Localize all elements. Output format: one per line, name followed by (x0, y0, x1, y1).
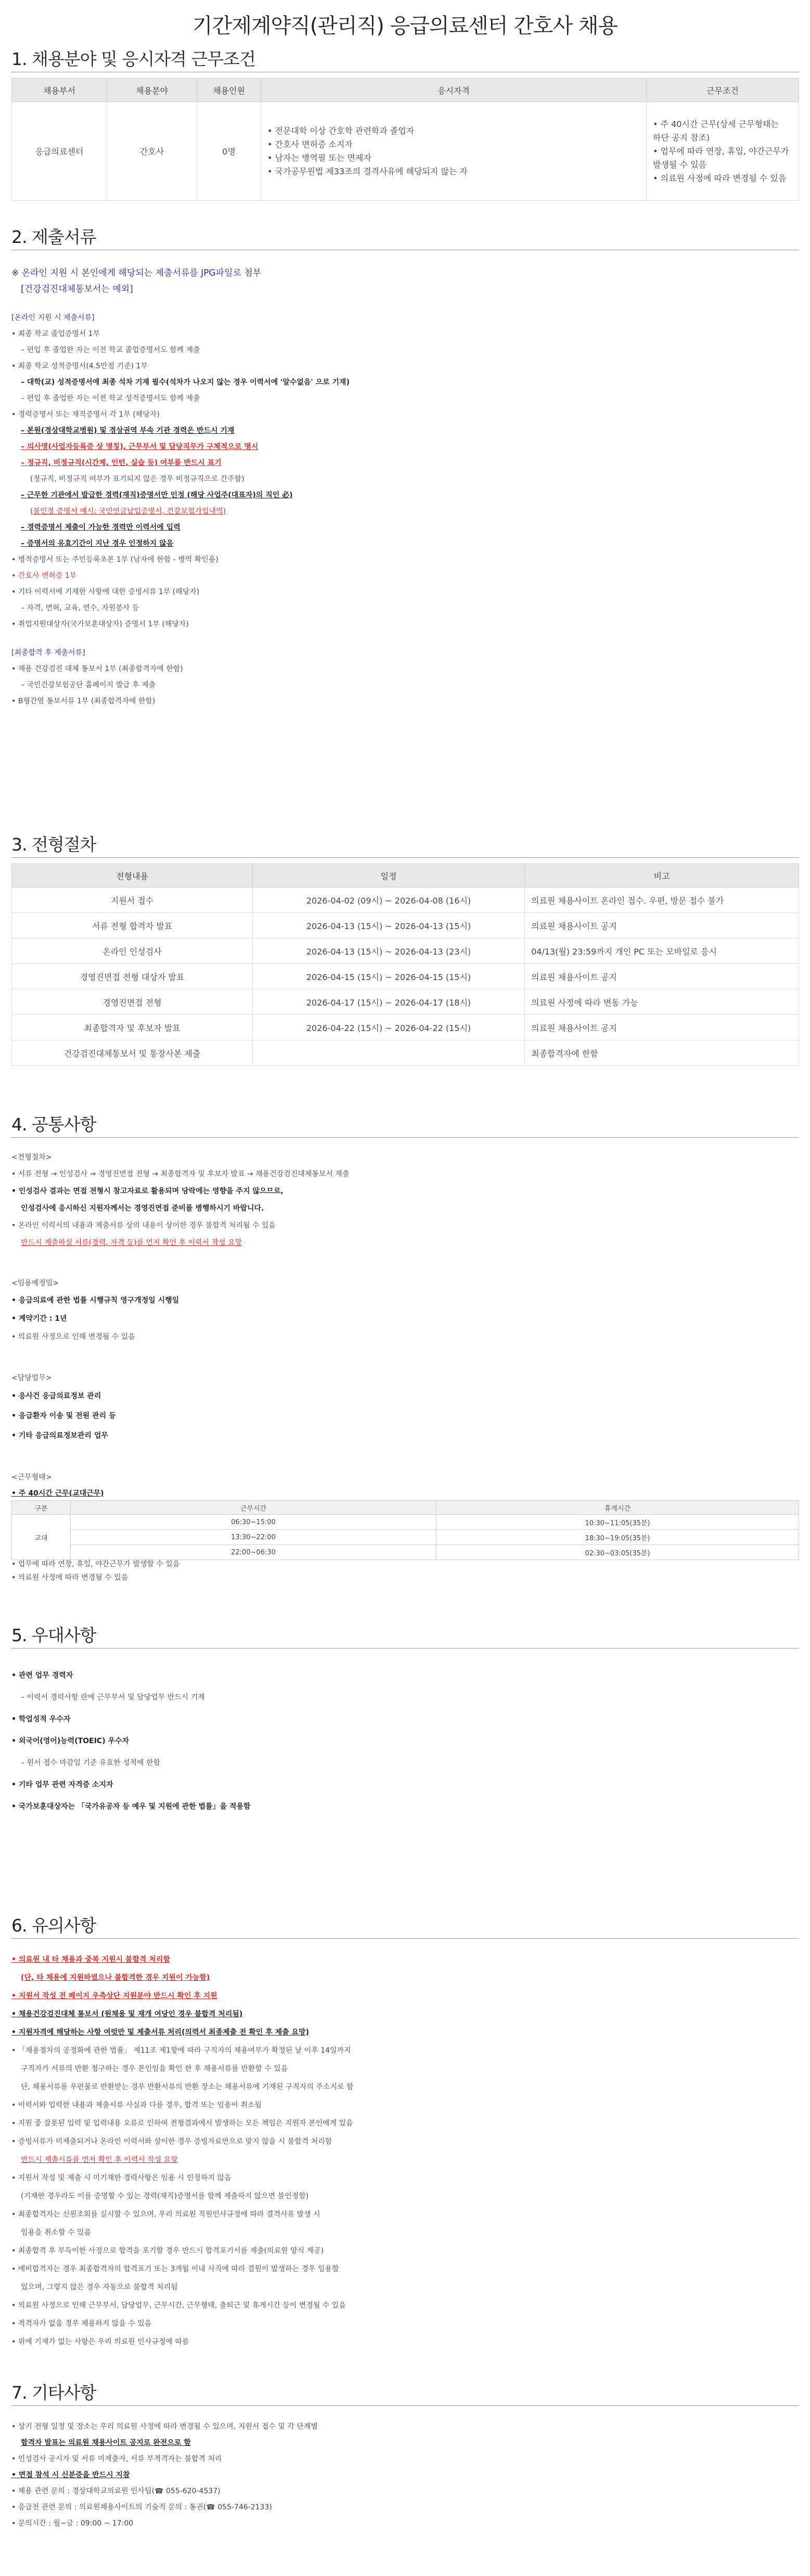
step-cell: 온라인 인성검사 (12, 938, 253, 964)
divider (11, 1938, 799, 1939)
shift-table (11, 1500, 799, 1560)
note-cell: 의료원 사정에 따라 변동 가능 (525, 989, 799, 1015)
col-header: 구분 (12, 1501, 71, 1515)
text-line: • 의료원 사정으로 인해 변경될 수 있음 (11, 1328, 799, 1346)
process-subheading: <전형절차> (11, 1153, 52, 1162)
text-line: (불인정 증명서 예시: 국민연금납입증명서, 건강보험가입내역) (30, 507, 226, 516)
text-line: (단, 타 채용에 지원하였으나 불합격한 경우 지원이 가능함) (21, 1974, 210, 1982)
text-line: • 국가보훈대상자는 「국가유공자 등 예우 및 지원에 관한 법률」을 적용함 (11, 1796, 799, 1818)
text-line: • 응사건 응급의료정보 관리 (11, 1386, 799, 1406)
shift-notes (11, 1557, 799, 1585)
text-line: • 지원서 작성 전 페이지 우측상단 지원분야 반드시 확인 후 지원 (11, 1987, 799, 2005)
text-line: • 면접 참석 시 신분증을 반드시 지참 (11, 2467, 799, 2483)
text-line: – 증명서의 유효기간이 지난 경우 인정하지 않음 (11, 536, 799, 552)
col-header: 비고 (525, 864, 799, 887)
text-line: – 이력서 경력사항 란에 근무부서 및 담당업무 반드시 기재 (11, 1686, 799, 1708)
section-1-heading: 1. 채용분야 및 응시자격 근무조건 (11, 49, 255, 69)
common-notes (11, 1150, 799, 1502)
shift-break: 18:30~19:05(35분) (436, 1530, 799, 1545)
work-type-subheading: <근무형태> (11, 1473, 52, 1482)
qual-line: • 남자는 병역필 또는 면제자 (267, 152, 371, 163)
section-3-heading: 3. 전형절차 (11, 834, 96, 855)
col-header: 근무시간 (71, 1501, 436, 1515)
step-cell: 최종합격자 및 후보자 발표 (12, 1015, 253, 1040)
final-docs-list (11, 661, 799, 710)
text-line: – 경력증명서 제출이 가능한 경력만 이력서에 입력 (11, 520, 799, 536)
schedule-cell (253, 1040, 525, 1066)
text-line: • 응급의료에 관한 법률 시행규칙 영구개정일 시행일 (11, 1292, 799, 1310)
text-line: • 인성검사 결과는 면접 전형시 참고자료로 활용되며 당락에는 영향을 주지 않으므로, (11, 1183, 799, 1200)
step-cell: 경영진면접 전형 대상자 발표 (12, 964, 253, 989)
page-title: 기간제계약직(관리직) 응급의료센터 간호사 채용 (192, 14, 618, 38)
text-line: – 편입 후 졸업한 자는 이전 학교 성적증명서도 함께 제출 (11, 391, 799, 407)
shift-group: 교대 (12, 1515, 71, 1560)
text-line: – 국민건강보험공단 홈페이지 발급 후 제출 (11, 677, 799, 693)
table-row (12, 887, 799, 913)
text-line: 합격자 발표는 의료원 채용사이트 공지로 완전으로 함 (21, 2439, 191, 2447)
shift-break: 02:30~03:05(35분) (436, 1545, 799, 1560)
cond-line: • 의료원 사정에 따라 변경될 수 있음 (653, 173, 787, 183)
cond-line: 하단 공지 참조) (653, 132, 710, 143)
process-table (11, 864, 799, 1066)
text-line: • 관련 업무 경력자 (11, 1665, 799, 1686)
step-cell: 서류 전형 합격자 발표 (12, 913, 253, 938)
text-line: • 「채용절차의 공정화에 관한 법률」 제11조 제1항에 따라 구직자의 채용여부가 확정된 날 이후 14일까지 (11, 2042, 799, 2060)
text-line: 인성검사에 응시하신 지원자께서는 경영진면접 준비를 병행하시기 바랍니다. (21, 1204, 264, 1213)
work-type-line: • 주 40시간 근무(교대근무) (11, 1486, 799, 1502)
text-line: • 온라인 이력서의 내용과 제출서류 상의 내용이 상이한 경우 불합격 처리될 수 있음 (11, 1217, 799, 1234)
text-line: • 학업성적 우수자 (11, 1708, 799, 1730)
text-line: 단, 채용서류를 우편물로 반환받는 경우 반환서류의 반환 장소는 채용서류에 기재된 구직자의 주소지로 함 (21, 2083, 354, 2091)
col-header: 휴게시간 (436, 1501, 799, 1515)
text-line: • 지원자격에 해당하는 사항 여럿만 및 제출서류 처리(의력서 최종제출 전 확인 후 제출 요망) (11, 2024, 799, 2042)
table-row (12, 938, 799, 964)
text-line: 반드시 제출하실 서류(경력, 자격 등)를 먼저 확인 후 이력서 작성 요망 (21, 1239, 242, 1247)
text-line: • 기타 이력서에 기재한 사항에 대한 증빙서류 1부 (해당자) (11, 584, 799, 600)
text-line: • 경력증명서 또는 재직증명서 각 1부 (해당자) (11, 407, 799, 423)
cond-cell (647, 102, 799, 201)
text-line: • 예비합격자는 경우 최종합격자의 합격포기 또는 3개월 이내 사직에 따라 결원이 발생하는 경우 임용할 (11, 2260, 799, 2278)
text-line: (정규직, 비정규직 여부가 표기되지 않은 경우 비정규직으로 간주함) (30, 475, 245, 483)
table-row (12, 1040, 799, 1066)
jpg-notice-exception: [건강검진대체통보서는 예외] (21, 284, 133, 294)
schedule-cell: 2026-04-13 (15시) ~ 2026-04-13 (15시) (253, 913, 525, 938)
col-header: 근무조건 (647, 79, 799, 102)
shift-break: 10:30~11:05(35분) (436, 1515, 799, 1530)
text-line: • B형간염 통보서류 1부 (최종합격자에 한함) (11, 693, 799, 710)
table-row (12, 964, 799, 989)
qualification-table (11, 78, 799, 201)
shift-time: 06:30~15:00 (71, 1515, 436, 1530)
schedule-cell: 2026-04-15 (15시) ~ 2026-04-15 (15시) (253, 964, 525, 989)
dept-cell: 응급의료센터 (12, 102, 107, 201)
section-2-heading: 2. 제출서류 (11, 227, 96, 247)
col-header: 채용분야 (107, 79, 197, 102)
text-line: • 최종합격자는 신원조회를 실시할 수 있으며, 우리 의료원 직원인사규정에 따라 결격사유 발생 시 (11, 2206, 799, 2224)
text-line: 있으며, 그렇지 않은 경우 자동으로 불합격 처리됨 (21, 2283, 178, 2291)
field-cell: 간호사 (107, 102, 197, 201)
note-cell: 의료원 채용사이트 온라인 접수. 우편, 방문 접수 불가 (525, 887, 799, 913)
divider (11, 857, 799, 858)
text-line: – 원서 접수 마감일 기준 유효한 성적에 한함 (11, 1752, 799, 1774)
qual-line: • 간호사 면허증 소지자 (267, 139, 353, 149)
text-line: • 인성검사 공시자 및 서류 미제출자, 서류 부적격자는 불합격 처리 (11, 2451, 799, 2467)
text-line: • 의료원 사정에 따라 변경될 수 있음 (11, 1571, 799, 1585)
text-line: 구직자가 서류의 반환 청구하는 경우 본인임을 확인 한 후 채용서류를 반환할 수 있음 (21, 2065, 288, 2073)
text-line: • 채용건강검진대체 통보서 (원채용 및 재개 여당인 경우 불합격 처리됨) (11, 2005, 799, 2024)
col-header: 응시자격 (261, 79, 647, 102)
etc-list (11, 2419, 799, 2532)
schedule-cell: 2026-04-17 (15시) ~ 2026-04-17 (18시) (253, 989, 525, 1015)
schedule-cell: 2026-04-22 (15시) ~ 2026-04-22 (15시) (253, 1015, 525, 1040)
step-cell: 건강검진대체통보서 및 통장사본 제출 (12, 1040, 253, 1066)
col-header: 채용인원 (197, 79, 261, 102)
text-line: • 최종 학교 졸업증명서 1부 (11, 326, 799, 342)
qual-line: • 전문대학 이상 간호학 관련학과 졸업자 (267, 125, 415, 136)
duty-subheading: <담당업무> (11, 1374, 52, 1382)
shift-time: 22:00~06:30 (71, 1545, 436, 1560)
divider (11, 1137, 799, 1138)
text-line: • 기타 업무 관련 자격증 소지자 (11, 1774, 799, 1796)
section-5-heading: 5. 우대사항 (11, 1625, 96, 1645)
text-line: • 상기 전형 일정 및 장소는 우리 의료원 사정에 따라 변경될 수 있으며, 지원서 접수 및 각 단계별 (11, 2419, 799, 2435)
cond-line: • 주 40시간 근무(상세 근무형태는 (653, 119, 779, 129)
text-line: • 최종합격 후 부득이한 사정으로 합격을 포기할 경우 반드시 합격포기서를 제출(의료원 양식 제공) (11, 2242, 799, 2260)
section-7-heading: 7. 기타사항 (11, 2382, 96, 2403)
table-row (12, 989, 799, 1015)
section-6-heading: 6. 유의사항 (11, 1915, 96, 1936)
text-line: • 외국어(영어)능력(TOEIC) 우수자 (11, 1730, 799, 1752)
text-line: – 대학(교) 성적증명서에 최종 석차 기재 필수(석차가 나오지 않는 경우 이력서에 '알수없음' 으로 기재) (11, 375, 799, 391)
preference-list (11, 1665, 799, 1818)
note-cell: 04/13(월) 23:59까지 개인 PC 또는 모바일로 응시 (525, 938, 799, 964)
text-line: • 증빙서류가 미제출되거나 온라인 이력서와 상이한 경우 증빙자료만으로 맞지 않을 시 불합격 처리함 (11, 2133, 799, 2151)
qual-cell (261, 102, 647, 201)
text-line: – 의사명(사업자등록증 상 명칭), 근무부서 및 담당직무가 구체적으로 명시 (11, 439, 799, 455)
text-line: • 의료원 내 타 채용과 중복 지원시 불합격 처리함 (11, 1951, 799, 1969)
divider (11, 2405, 799, 2406)
text-line: • 응급전 관련 문의 : 의료원채용사이트의 기술적 문의 : 통권(☎ 055-746-2133) (11, 2500, 799, 2516)
table-row (12, 1015, 799, 1040)
text-line: • 문의시간 : 월~금 : 09:00 ~ 17:00 (11, 2516, 799, 2532)
text-line: • 채용 관련 문의 : 경상대학교의료원 인사팀(☎ 055-620-4537) (11, 2483, 799, 2500)
shift-time: 13:30~22:00 (71, 1530, 436, 1545)
text-line: • 취업지원대상자(국가보훈대상자) 증명서 1부 (해당자) (11, 616, 799, 633)
online-docs-list (11, 326, 799, 633)
text-line: • 의료원 사정으로 인해 근무부서, 담당업무, 근무시간, 근무형태, 출퇴근 및 휴게시간 등이 변경될 수 있음 (11, 2297, 799, 2315)
qual-line: • 국가공무원법 제33조의 결격사유에 해당되지 않는 자 (267, 166, 468, 176)
schedule-cell: 2026-04-13 (15시) ~ 2026-04-13 (23시) (253, 938, 525, 964)
caution-list (11, 1951, 799, 2351)
text-line: • 채용 건강검진 대체 통보서 1부 (최종합격자에 한함) (11, 661, 799, 677)
text-line: • 지원 중 잘못된 입력 및 입력내용 오류로 인하여 전형결과에서 발생하는 모든 책임은 지원자 본인에게 있음 (11, 2115, 799, 2133)
count-cell: 0명 (197, 102, 261, 201)
text-line: • 응급환자 이송 및 전원 관리 등 (11, 1406, 799, 1426)
note-cell: 의료원 채용사이트 공지 (525, 1015, 799, 1040)
note-cell: 최종합격자에 한함 (525, 1040, 799, 1066)
text-line: • 간호사 면허증 1부 (11, 568, 799, 584)
col-header: 전형내용 (12, 864, 253, 887)
text-line: • 서류 전형 → 인성검사 → 경영진면접 전형 → 최종합격자 및 후보자 발표 → 채용건강검진대체통보서 제출 (11, 1166, 799, 1183)
text-line: – 근무한 기관에서 발급한 경력(재직)증명서만 인정 (해당 사업주(대표자)의 직인 必) (11, 487, 799, 504)
text-line: • 위에 기재가 없는 사항은 우리 의료원 인사규정에 따름 (11, 2333, 799, 2351)
start-date-subheading: <임용예정일> (11, 1279, 59, 1287)
step-cell: 지원서 접수 (12, 887, 253, 913)
text-line: 반드시 제출서류를 먼저 확인 후 이력서 작성 요망 (21, 2156, 178, 2164)
final-docs-heading: [최종합격 후 제출서류] (11, 649, 85, 657)
text-line: • 지원서 작성 및 제출 시 미기재한 경력사항은 임용 시 인정하지 않음 (11, 2169, 799, 2187)
text-line: – 자격, 면허, 교육, 연수, 자원봉사 등 (11, 600, 799, 616)
note-cell: 의료원 채용사이트 공지 (525, 964, 799, 989)
note-cell: 의료원 채용사이트 공지 (525, 913, 799, 938)
text-line: – 편입 후 졸업한 자는 이전 학교 졸업증명서도 함께 제출 (11, 342, 799, 358)
step-cell: 경영진면접 전형 (12, 989, 253, 1015)
section-4-heading: 4. 공통사항 (11, 1114, 96, 1135)
cond-line: • 업무에 따라 연장, 휴일, 야간근무가 발생될 수 있음 (653, 146, 789, 170)
online-docs-heading: [온라인 지원 시 제출서류] (11, 314, 95, 322)
text-line: • 병적증명서 또는 주민등록초본 1부 (남자에 한함 - 병역 확인용) (11, 552, 799, 568)
text-line: – 본원(경상대학교병원) 및 경상권역 부속 기관 경력은 반드시 기재 (11, 423, 799, 439)
text-line: • 업무에 따라 연장, 휴일, 야간근무가 발생할 수 있음 (11, 1557, 799, 1571)
col-header: 일정 (253, 864, 525, 887)
text-line: • 계약기간 : 1년 (11, 1310, 799, 1328)
text-line: – 정규직, 비정규직(시간제, 인턴, 실습 등) 여부를 반드시 표기 (11, 455, 799, 471)
text-line: • 이력서와 입력한 내용과 제출서류 사실과 다를 경우, 합격 또는 임용이 취소됨 (11, 2096, 799, 2115)
col-header: 채용부서 (12, 79, 107, 102)
schedule-cell: 2026-04-02 (09시) ~ 2026-04-08 (16시) (253, 887, 525, 913)
text-line: • 기타 응급의료정보관리 업무 (11, 1426, 799, 1446)
table-row (12, 913, 799, 938)
text-line: (기재한 경우라도 이를 증명할 수 있는 경력(재직)증명서를 함께 제출하지 않으면 불인정함) (21, 2192, 309, 2200)
jpg-notice: ※ 온라인 지원 시 본인에게 해당되는 제출서류를 JPG파일로 첨부 (11, 268, 262, 278)
text-line: 임용을 취소할 수 있음 (21, 2229, 92, 2237)
text-line: • 적격자가 없을 경우 채용하지 않을 수 있음 (11, 2315, 799, 2333)
submission-docs (11, 265, 799, 710)
text-line: • 최종 학교 성적증명서(4.5만점 기준) 1부 (11, 358, 799, 375)
